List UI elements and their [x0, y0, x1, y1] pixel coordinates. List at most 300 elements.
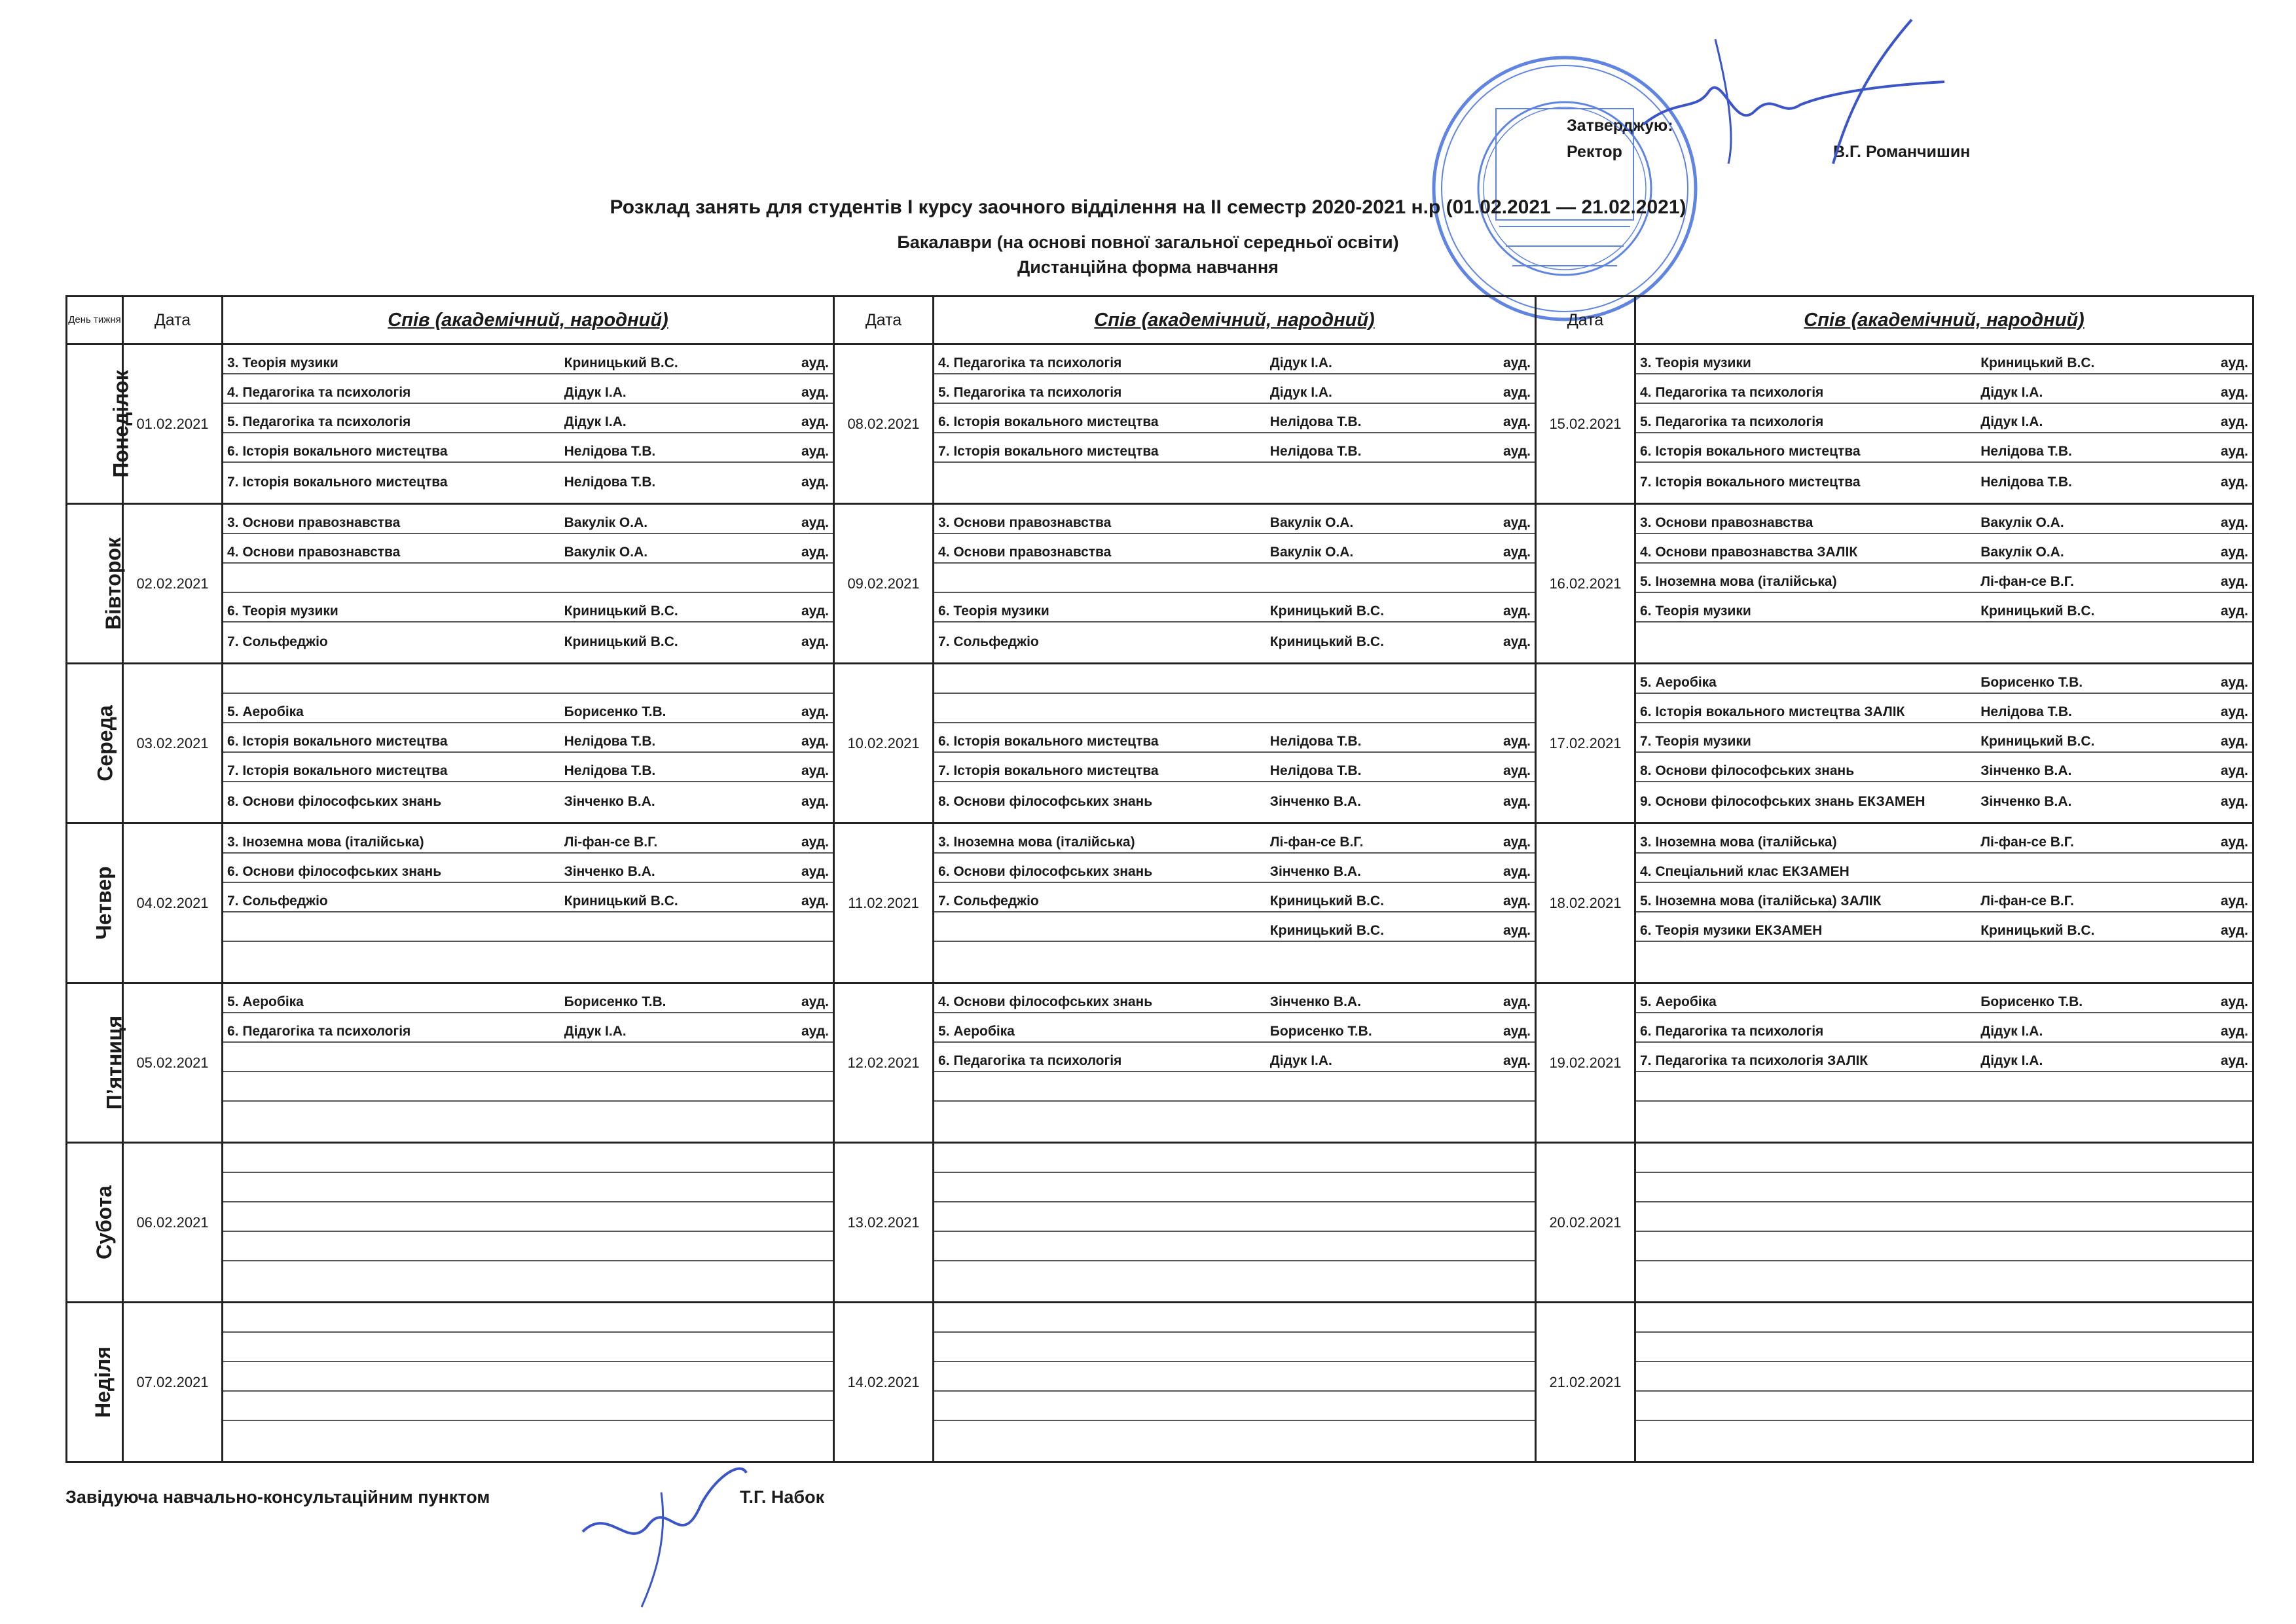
lesson-line — [223, 1421, 833, 1451]
lesson-teacher: Дідук І.А. — [1980, 385, 2043, 400]
lesson-line — [934, 753, 1535, 782]
date-cell: 12.02.2021 — [834, 983, 934, 1143]
lesson-room: ауд. — [801, 794, 829, 809]
lesson-line — [223, 1202, 833, 1232]
lesson-subject: 5. Іноземна мова (італійська) — [1640, 574, 1837, 589]
lesson-room: ауд. — [2221, 704, 2248, 719]
lesson-subject: 6. Педагогіка та психологія — [1640, 1024, 1824, 1039]
lesson-line — [223, 404, 833, 433]
lesson-room: ауд. — [801, 545, 829, 560]
date-cell: 05.02.2021 — [123, 983, 223, 1143]
lesson-line — [223, 1303, 833, 1333]
lesson-teacher: Криницький В.С. — [564, 355, 678, 370]
lesson-line — [223, 564, 833, 593]
lesson-line — [223, 1013, 833, 1043]
lesson-line — [934, 1173, 1535, 1202]
lesson-subject: 4. Педагогіка та психологія — [1640, 385, 1824, 400]
lesson-teacher: Зінченко В.А. — [1980, 794, 2072, 809]
lesson-line — [1636, 1043, 2252, 1072]
lesson-line — [1636, 854, 2252, 883]
lesson-teacher: Дідук І.А. — [564, 1024, 627, 1039]
lesson-subject: 8. Основи філософських знань — [938, 794, 1153, 809]
rector-name: В.Г. Романчишин — [1833, 143, 1971, 161]
date-cell: 14.02.2021 — [834, 1303, 934, 1462]
lesson-line — [1636, 1013, 2252, 1043]
lesson-subject: 3. Основи правознавства — [938, 515, 1112, 530]
lesson-line — [223, 463, 833, 492]
lesson-teacher: Зінченко В.А. — [1269, 994, 1361, 1009]
date-cell: 15.02.2021 — [1536, 344, 1635, 504]
lessons-cell — [1635, 1143, 2253, 1303]
lesson-subject: 6. Теорія музики — [227, 604, 338, 619]
lesson-line — [223, 534, 833, 564]
lesson-room: ауд. — [1503, 385, 1531, 400]
lesson-subject: 7. Теорія музики — [1640, 734, 1751, 749]
lesson-teacher: Дідук І.А. — [1980, 1053, 2043, 1068]
lesson-subject: 6. Теорія музики — [938, 604, 1049, 619]
lesson-line — [1636, 1392, 2252, 1421]
lesson-teacher: Криницький В.С. — [564, 604, 678, 619]
lesson-teacher: Лі-фан-се В.Г. — [1980, 835, 2074, 850]
lesson-subject: 4. Основи правознавства — [227, 545, 401, 560]
lesson-line — [223, 1072, 833, 1102]
day-name: Четвер — [92, 866, 116, 940]
lesson-line — [934, 854, 1535, 883]
lesson-subject: 6. Основи філософських знань — [938, 864, 1153, 879]
lessons-cell — [223, 1143, 834, 1303]
lesson-line — [223, 694, 833, 723]
lesson-subject: 6. Педагогіка та психологія — [938, 1053, 1122, 1068]
lesson-room: ауд. — [2221, 604, 2248, 619]
lesson-room: ауд. — [2221, 994, 2248, 1009]
lesson-line — [223, 433, 833, 463]
lesson-teacher: Вакулік О.А. — [1980, 545, 2064, 560]
lesson-room: ауд. — [2221, 475, 2248, 490]
header-date: Дата — [123, 297, 223, 344]
day-cell — [67, 504, 126, 664]
lesson-line — [1636, 824, 2252, 854]
lesson-line — [223, 883, 833, 912]
lessons-cell — [223, 344, 834, 504]
lesson-line — [934, 1392, 1535, 1421]
lesson-teacher: Дідук І.А. — [1980, 1024, 2043, 1039]
lesson-teacher: Дідук І.А. — [1980, 414, 2043, 429]
lessons-cell — [934, 1143, 1536, 1303]
lesson-room: ауд. — [2221, 734, 2248, 749]
lesson-line — [223, 1232, 833, 1261]
lesson-room: ауд. — [1503, 355, 1531, 370]
lesson-room: ауд. — [1503, 923, 1531, 938]
lesson-line — [934, 1043, 1535, 1072]
lesson-line — [223, 1261, 833, 1291]
day-row — [67, 344, 2253, 504]
lesson-room: ауд. — [801, 763, 829, 778]
day-row — [67, 664, 2253, 823]
lesson-teacher: Криницький В.С. — [1980, 355, 2095, 370]
lesson-teacher: Борисенко Т.В. — [1980, 675, 2083, 690]
lesson-line — [1636, 1144, 2252, 1173]
lesson-line — [1636, 1303, 2252, 1333]
lesson-teacher: Дідук І.А. — [1269, 1053, 1332, 1068]
lesson-room: ауд. — [801, 414, 829, 429]
lesson-subject: 6. Історія вокального мистецтва — [227, 734, 448, 749]
schedule-body — [67, 344, 2253, 1462]
lesson-line — [223, 664, 833, 694]
table-header-row — [67, 297, 2253, 344]
lesson-line — [1636, 1333, 2252, 1362]
day-cell — [67, 983, 126, 1143]
approval-label: Затверджую: — [1567, 117, 1673, 135]
lesson-subject: 4. Педагогіка та психологія — [227, 385, 411, 400]
lesson-line — [223, 1173, 833, 1202]
lesson-line — [223, 1144, 833, 1173]
lesson-room: ауд. — [2221, 675, 2248, 690]
lesson-teacher: Нелідова Т.В. — [1980, 444, 2072, 459]
lesson-room: ауд. — [801, 704, 829, 719]
lessons-cell — [223, 823, 834, 983]
lesson-line — [934, 534, 1535, 564]
lesson-subject: 6. Історія вокального мистецтва — [938, 414, 1159, 429]
lesson-line — [934, 505, 1535, 534]
header-specialty: Спів (академічний, народний) — [934, 297, 1536, 344]
lesson-teacher: Борисенко Т.В. — [564, 994, 666, 1009]
lesson-teacher: Криницький В.С. — [564, 634, 678, 649]
day-row — [67, 823, 2253, 983]
lesson-line — [1636, 593, 2252, 623]
lessons-cell — [934, 664, 1536, 823]
lesson-room: ауд. — [801, 515, 829, 530]
lesson-room: ауд. — [1503, 545, 1531, 560]
lesson-line — [1636, 404, 2252, 433]
header-date: Дата — [1536, 297, 1635, 344]
lesson-room: ауд. — [801, 634, 829, 649]
header-day: День тижня — [67, 297, 123, 344]
lesson-room: ауд. — [2221, 794, 2248, 809]
day-name: Вівторок — [101, 537, 126, 630]
lesson-teacher: Криницький В.С. — [1980, 734, 2095, 749]
lesson-room: ауд. — [1503, 994, 1531, 1009]
lesson-subject: 4. Основи правознавства ЗАЛІК — [1640, 545, 1858, 560]
date-cell: 02.02.2021 — [123, 504, 223, 664]
lessons-cell — [1635, 1303, 2253, 1462]
lesson-line — [223, 782, 833, 812]
date-cell: 17.02.2021 — [1536, 664, 1635, 823]
lesson-line — [1636, 1102, 2252, 1131]
lesson-line — [934, 984, 1535, 1013]
head-signature — [570, 1453, 753, 1610]
lesson-subject: 7. Історія вокального мистецтва — [227, 475, 448, 490]
lesson-teacher: Нелідова Т.В. — [1269, 414, 1362, 429]
date-cell: 11.02.2021 — [834, 823, 934, 983]
lesson-subject: 7. Історія вокального мистецтва — [227, 763, 448, 778]
lesson-line — [934, 1362, 1535, 1392]
lesson-room: ауд. — [801, 385, 829, 400]
lesson-room: ауд. — [801, 444, 829, 459]
lesson-teacher: Лі-фан-се В.Г. — [1980, 574, 2074, 589]
lesson-line — [934, 1102, 1535, 1131]
lesson-room: ауд. — [1503, 515, 1531, 530]
lesson-line — [1636, 1232, 2252, 1261]
lesson-line — [934, 1202, 1535, 1232]
lesson-line — [1636, 694, 2252, 723]
schedule-form: Дистанційна форма навчання — [1017, 257, 1279, 277]
lesson-line — [934, 404, 1535, 433]
lesson-subject: 3. Основи правознавства — [227, 515, 401, 530]
lesson-room: ауд. — [2221, 763, 2248, 778]
lesson-subject: 7. Сольфеджіо — [227, 634, 328, 649]
lesson-line — [934, 433, 1535, 463]
lessons-cell — [1635, 823, 2253, 983]
lesson-subject: 4. Спеціальний клас ЕКЗАМЕН — [1640, 864, 1850, 879]
day-name: Понеділок — [109, 370, 133, 478]
date-cell: 21.02.2021 — [1536, 1303, 1635, 1462]
lesson-teacher: Нелідова Т.В. — [564, 444, 656, 459]
lesson-line — [1636, 564, 2252, 593]
lesson-subject: 4. Основи філософських знань — [938, 994, 1153, 1009]
lesson-teacher: Лі-фан-се В.Г. — [564, 835, 658, 850]
day-name: Середа — [93, 705, 117, 782]
day-cell — [67, 1143, 123, 1303]
lesson-line — [1636, 505, 2252, 534]
lesson-line — [934, 345, 1535, 374]
lesson-room: ауд. — [2221, 923, 2248, 938]
lessons-cell — [223, 1303, 834, 1462]
lesson-line — [1636, 345, 2252, 374]
schedule-table — [65, 295, 2254, 1463]
schedule-subtitle: Бакалаври (на основі повної загальної середньої освіти) — [897, 232, 1399, 252]
lesson-line — [934, 664, 1535, 694]
lesson-line — [1636, 1173, 2252, 1202]
lesson-teacher: Вакулік О.А. — [564, 515, 648, 530]
lesson-line — [223, 623, 833, 652]
lesson-subject: 7. Сольфеджіо — [938, 893, 1039, 909]
lesson-line — [934, 1013, 1535, 1043]
rector-signature — [1637, 13, 1977, 170]
lesson-teacher: Лі-фан-се В.Г. — [1980, 893, 2074, 909]
day-row — [67, 1303, 2253, 1462]
lesson-line — [1636, 1261, 2252, 1291]
lesson-room: ауд. — [1503, 864, 1531, 879]
lesson-subject: 6. Історія вокального мистецтва — [227, 444, 448, 459]
lesson-subject: 3. Основи правознавства — [1640, 515, 1813, 530]
lesson-line — [934, 463, 1535, 492]
lesson-teacher: Нелідова Т.В. — [1269, 444, 1362, 459]
day-cell — [67, 1303, 123, 1462]
date-cell: 03.02.2021 — [123, 664, 223, 823]
lesson-room: ауд. — [2221, 893, 2248, 909]
lesson-subject: 3. Іноземна мова (італійська) — [227, 835, 424, 850]
lesson-teacher: Нелідова Т.В. — [564, 475, 656, 490]
lesson-teacher: Вакулік О.А. — [1269, 545, 1354, 560]
lesson-room: ауд. — [1503, 414, 1531, 429]
lesson-subject: 7. Педагогіка та психологія ЗАЛІК — [1640, 1053, 1868, 1068]
day-name: Субота — [92, 1185, 116, 1259]
lessons-cell — [1635, 664, 2253, 823]
day-row — [67, 1143, 2253, 1303]
day-name: П’ятниця — [102, 1015, 126, 1110]
date-cell: 06.02.2021 — [123, 1143, 223, 1303]
lesson-line — [1636, 912, 2252, 942]
lesson-room: ауд. — [2221, 355, 2248, 370]
lesson-line — [1636, 753, 2252, 782]
lesson-line — [934, 374, 1535, 404]
lesson-teacher: Зінченко В.А. — [1269, 864, 1361, 879]
lesson-subject: 7. Історія вокального мистецтва — [1640, 475, 1861, 490]
lessons-cell — [1635, 344, 2253, 504]
lesson-line — [934, 1261, 1535, 1291]
lesson-line — [934, 883, 1535, 912]
lesson-subject: 5. Педагогіка та психологія — [227, 414, 411, 429]
lesson-subject: 5. Аеробіка — [227, 994, 304, 1009]
lesson-subject: 4. Педагогіка та психологія — [938, 355, 1122, 370]
footer-name: Т.Г. Набок — [740, 1487, 825, 1507]
lesson-line — [223, 374, 833, 404]
lesson-line — [934, 824, 1535, 854]
lesson-line — [1636, 463, 2252, 492]
lesson-room: ауд. — [1503, 444, 1531, 459]
lesson-room: ауд. — [2221, 1024, 2248, 1039]
lesson-teacher: Нелідова Т.В. — [1269, 763, 1362, 778]
lesson-subject: 5. Іноземна мова (італійська) ЗАЛІК — [1640, 893, 1882, 909]
lesson-room: ауд. — [1503, 1053, 1531, 1068]
lesson-line — [1636, 433, 2252, 463]
lesson-subject: 3. Іноземна мова (італійська) — [938, 835, 1135, 850]
lesson-subject: 9. Основи філософських знань ЕКЗАМЕН — [1640, 794, 1925, 809]
lesson-subject: 5. Аеробіка — [938, 1024, 1015, 1039]
lesson-room: ауд. — [2221, 414, 2248, 429]
lesson-line — [934, 723, 1535, 753]
lesson-line — [223, 1362, 833, 1392]
lesson-subject: 6. Історія вокального мистецтва — [1640, 444, 1861, 459]
lesson-room: ауд. — [801, 734, 829, 749]
date-cell: 10.02.2021 — [834, 664, 934, 823]
lesson-line — [223, 824, 833, 854]
lesson-line — [1636, 723, 2252, 753]
lesson-subject: 5. Аеробіка — [1640, 994, 1717, 1009]
day-row — [67, 983, 2253, 1143]
header-date: Дата — [834, 297, 934, 344]
date-cell: 09.02.2021 — [834, 504, 934, 664]
lesson-room: ауд. — [801, 1024, 829, 1039]
lesson-room: ауд. — [2221, 574, 2248, 589]
lesson-teacher: Криницький В.С. — [1269, 923, 1384, 938]
lesson-line — [223, 1102, 833, 1131]
lesson-teacher: Борисенко Т.В. — [1269, 1024, 1372, 1039]
lesson-line — [223, 723, 833, 753]
lesson-room: ауд. — [801, 994, 829, 1009]
lesson-room: ауд. — [801, 604, 829, 619]
lesson-line — [223, 753, 833, 782]
lesson-teacher: Криницький В.С. — [1269, 893, 1384, 909]
date-cell: 20.02.2021 — [1536, 1143, 1635, 1303]
footer-label: Завідуюча навчально-консультаційним пунктом — [65, 1487, 490, 1507]
lessons-cell — [1635, 504, 2253, 664]
lesson-line — [1636, 1421, 2252, 1451]
lesson-teacher: Зінченко В.А. — [1269, 794, 1361, 809]
lesson-teacher: Лі-фан-се В.Г. — [1269, 835, 1364, 850]
lessons-cell — [934, 504, 1536, 664]
lesson-teacher: Криницький В.С. — [1980, 604, 2095, 619]
lesson-teacher: Зінченко В.А. — [1980, 763, 2072, 778]
lesson-subject: 7. Сольфеджіо — [227, 893, 328, 909]
lessons-cell — [1635, 983, 2253, 1143]
lessons-cell — [223, 983, 834, 1143]
lesson-teacher: Нелідова Т.В. — [1269, 734, 1362, 749]
lesson-line — [223, 942, 833, 971]
lessons-cell — [934, 1303, 1536, 1462]
lesson-teacher: Нелідова Т.В. — [1980, 704, 2072, 719]
lesson-teacher: Борисенко Т.В. — [564, 704, 666, 719]
lesson-room: ауд. — [2221, 515, 2248, 530]
lesson-line — [223, 1043, 833, 1072]
lesson-teacher: Дідук І.А. — [1269, 355, 1332, 370]
lesson-line — [934, 623, 1535, 652]
date-cell: 16.02.2021 — [1536, 504, 1635, 664]
date-cell: 04.02.2021 — [123, 823, 223, 983]
lesson-line — [223, 912, 833, 942]
lesson-subject: 6. Історія вокального мистецтва — [938, 734, 1159, 749]
lesson-room: ауд. — [1503, 794, 1531, 809]
lesson-line — [1636, 942, 2252, 971]
lesson-line — [1636, 664, 2252, 694]
lesson-teacher: Нелідова Т.В. — [564, 734, 656, 749]
lesson-teacher: Дідук І.А. — [564, 414, 627, 429]
lesson-room: ауд. — [801, 355, 829, 370]
date-cell: 18.02.2021 — [1536, 823, 1635, 983]
lesson-line — [1636, 1072, 2252, 1102]
day-row — [67, 504, 2253, 664]
lesson-line — [1636, 534, 2252, 564]
lesson-subject: 5. Аеробіка — [227, 704, 304, 719]
lesson-line — [1636, 374, 2252, 404]
lesson-room: ауд. — [801, 864, 829, 879]
lesson-teacher: Криницький В.С. — [1980, 923, 2095, 938]
day-name: Неділя — [91, 1346, 115, 1418]
date-cell: 08.02.2021 — [834, 344, 934, 504]
lesson-line — [934, 1303, 1535, 1333]
lesson-line — [934, 1333, 1535, 1362]
lessons-cell — [934, 983, 1536, 1143]
lesson-line — [223, 1392, 833, 1421]
lesson-line — [223, 854, 833, 883]
header-specialty: Спів (академічний, народний) — [223, 297, 834, 344]
lesson-room: ауд. — [801, 893, 829, 909]
lesson-subject: 7. Історія вокального мистецтва — [938, 444, 1159, 459]
lesson-teacher: Вакулік О.А. — [564, 545, 648, 560]
lesson-line — [1636, 623, 2252, 652]
lesson-line — [223, 345, 833, 374]
lesson-line — [934, 942, 1535, 971]
lesson-teacher: Вакулік О.А. — [1269, 515, 1354, 530]
lesson-room: ауд. — [2221, 545, 2248, 560]
lesson-line — [934, 1232, 1535, 1261]
lesson-subject: 3. Теорія музики — [227, 355, 338, 370]
lesson-subject: 8. Основи філософських знань — [227, 794, 442, 809]
lesson-subject: 3. Іноземна мова (італійська) — [1640, 835, 1837, 850]
lessons-cell — [223, 504, 834, 664]
lesson-room: ауд. — [2221, 385, 2248, 400]
lesson-room: ауд. — [2221, 835, 2248, 850]
lesson-line — [934, 1421, 1535, 1451]
lesson-line — [934, 593, 1535, 623]
lesson-line — [223, 593, 833, 623]
lesson-subject: 5. Педагогіка та психологія — [938, 385, 1122, 400]
date-cell: 07.02.2021 — [123, 1303, 223, 1462]
lesson-room: ауд. — [801, 475, 829, 490]
lesson-teacher: Криницький В.С. — [1269, 604, 1384, 619]
lesson-line — [1636, 782, 2252, 812]
lessons-cell — [223, 664, 834, 823]
